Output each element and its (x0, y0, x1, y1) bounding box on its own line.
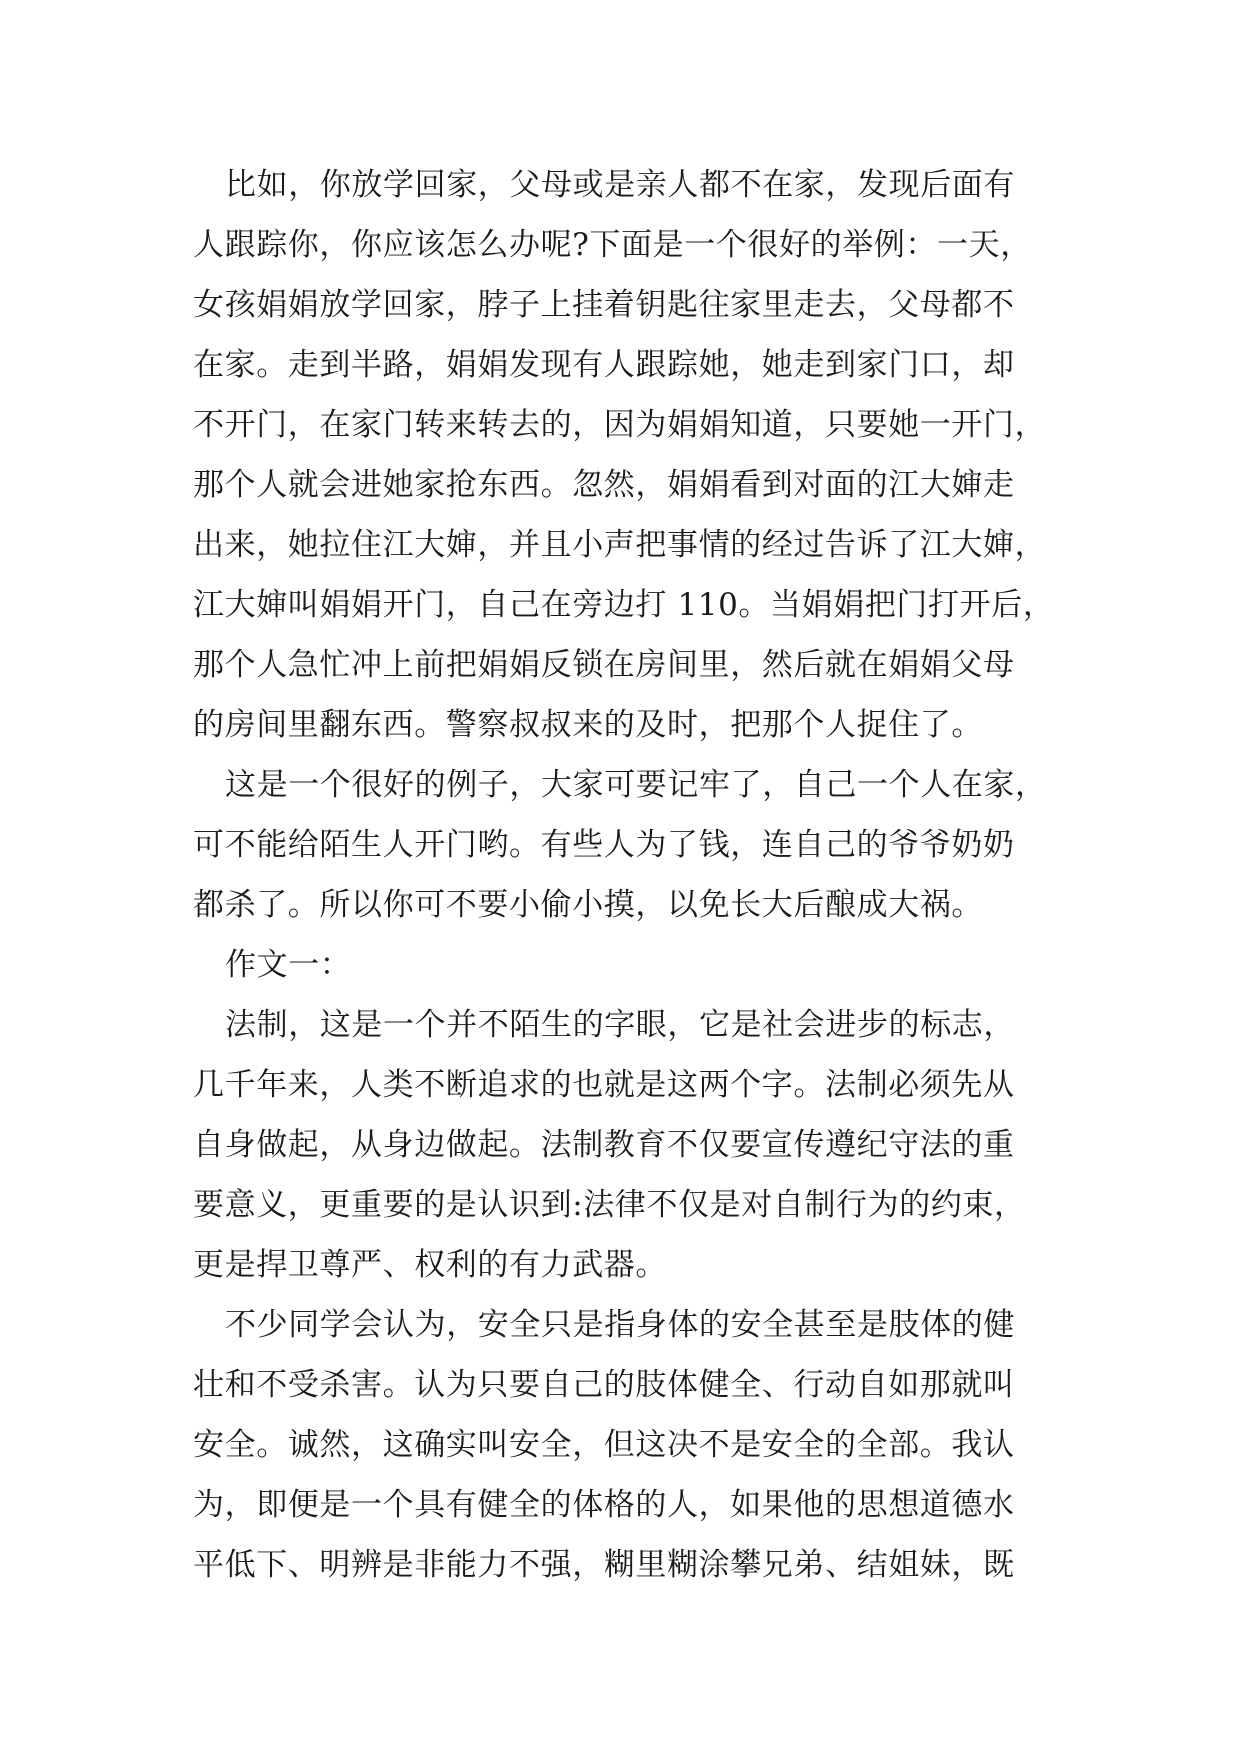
text-line: 不开门，在家门转来转去的，因为娟娟知道，只要她一开门， (193, 407, 1047, 443)
text-line: 比如，你放学回家，父母或是亲人都不在家，发现后面有 (225, 167, 1015, 203)
text-line: 的房间里翻东西。警察叔叔来的及时，把那个人捉住了。 (193, 707, 983, 743)
document-body (193, 155, 1063, 1595)
text-line: 那个人就会进她家抢东西。忽然，娟娟看到对面的江大婶走 (193, 467, 1015, 503)
text-line: 那个人急忙冲上前把娟娟反锁在房间里，然后就在娟娟父母 (193, 647, 1015, 683)
text-line: 平低下、明辨是非能力不强，糊里糊涂攀兄弟、结姐妹，既 (193, 1547, 1015, 1583)
text-line: 自身做起，从身边做起。法制教育不仅要宣传遵纪守法的重 (193, 1127, 1015, 1163)
text-line: 安全。诚然，这确实叫安全，但这决不是安全的全部。我认 (193, 1427, 1015, 1463)
text-line: 都杀了。所以你可不要小偷小摸，以免长大后酿成大祸。 (193, 887, 983, 923)
text-line: 壮和不受杀害。认为只要自己的肢体健全、行动自如那就叫 (193, 1367, 1015, 1403)
text-line: 可不能给陌生人开门哟。有些人为了钱，连自己的爷爷奶奶 (193, 827, 1015, 863)
text-line: 更是捍卫尊严、权利的有力武器。 (193, 1247, 667, 1283)
text-line: 要意义，更重要的是认识到:法律不仅是对自制行为的约束， (193, 1187, 1026, 1223)
section-heading: 作文一： (225, 947, 352, 983)
text-line: 女孩娟娟放学回家，脖子上挂着钥匙往家里走去，父母都不 (193, 287, 1015, 323)
text-line: 为，即便是一个具有健全的体格的人，如果他的思想道德水 (193, 1487, 1015, 1523)
text-line: 在家。走到半路，娟娟发现有人跟踪她，她走到家门口，却 (193, 347, 1015, 383)
text-line: 江大婶叫娟娟开门，自己在旁边打 110。当娟娟把门打开后， (193, 587, 1055, 623)
text-line: 不少同学会认为，安全只是指身体的安全甚至是肢体的健 (225, 1307, 1015, 1343)
text-line: 法制，这是一个并不陌生的字眼，它是社会进步的标志， (225, 1007, 1015, 1043)
text-line: 几千年来，人类不断追求的也就是这两个字。法制必须先从 (193, 1067, 1015, 1103)
text-line: 这是一个很好的例子，大家可要记牢了，自己一个人在家， (225, 767, 1047, 803)
text-line: 出来，她拉住江大婶，并且小声把事情的经过告诉了江大婶， (193, 527, 1047, 563)
text-line: 人跟踪你，你应该怎么办呢?下面是一个很好的举例：一天， (193, 227, 1032, 263)
